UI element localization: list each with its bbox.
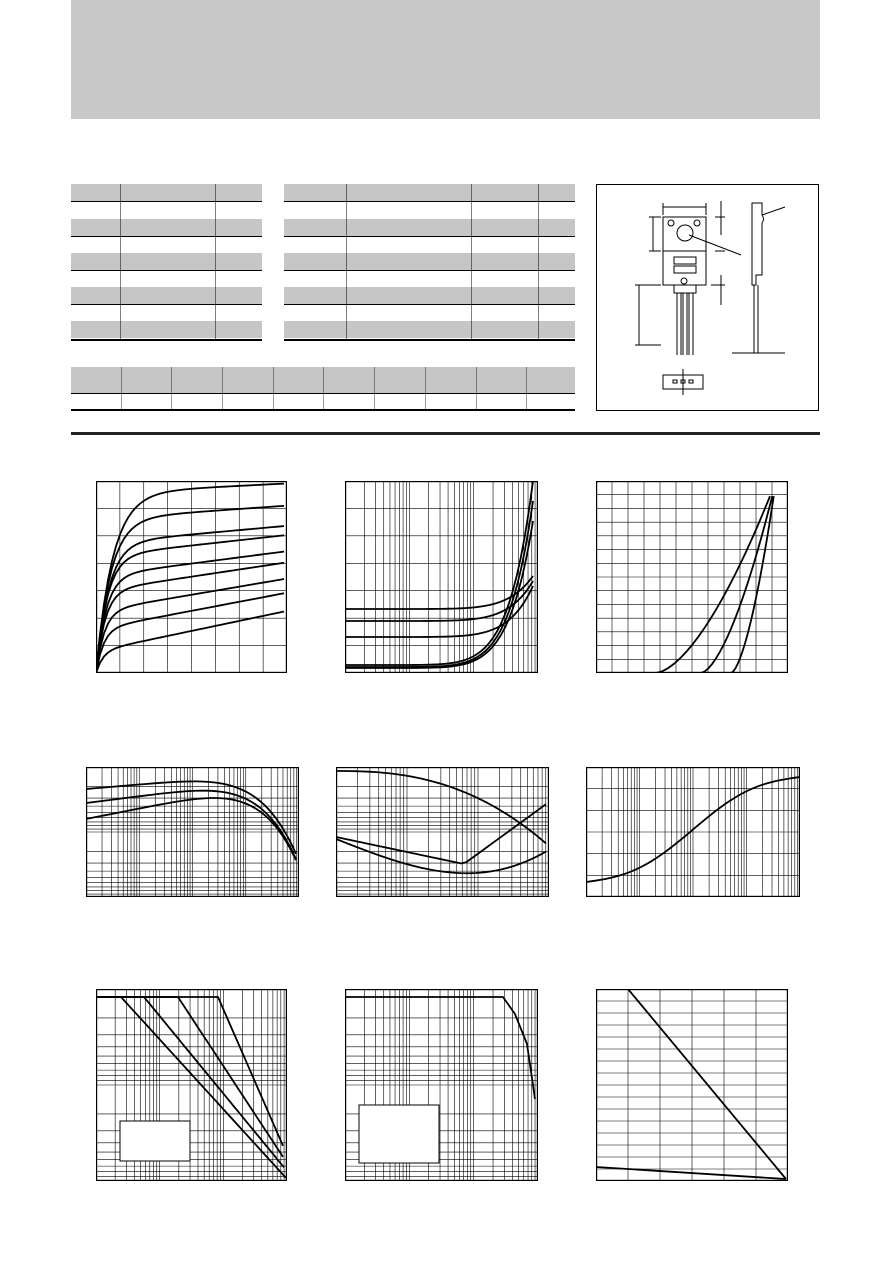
chart-1-curve-1: [96, 506, 284, 673]
chart-5: [336, 767, 549, 897]
chart-1-svg: [96, 481, 287, 673]
chart-3-curve-2: [731, 496, 774, 673]
chart-8-legend-box: [359, 1105, 439, 1163]
chart-6-grid: [586, 767, 800, 897]
section-divider: [71, 432, 820, 435]
chart-2-frame: [346, 482, 538, 673]
chart-9: [596, 989, 788, 1181]
chart-8-svg: [345, 989, 538, 1181]
chart-2-curve-5: [345, 521, 533, 668]
chart-3-curve-0: [656, 496, 770, 673]
chart-6: [586, 767, 800, 897]
chart-1-curve-8: [96, 612, 284, 673]
middle-spec-table: [284, 184, 575, 341]
chart-6-svg: [586, 767, 800, 897]
chart-1-curve-6: [96, 579, 284, 673]
chart-4-curve-1: [86, 791, 296, 859]
chart-1-curve-4: [96, 552, 284, 673]
chart-3-svg: [596, 481, 788, 673]
chart-7: [96, 989, 287, 1181]
package-outline-svg: [597, 185, 818, 410]
bottom-spec-table: [71, 367, 575, 411]
left-spec-table: [71, 184, 262, 341]
chart-2: [345, 481, 538, 673]
chart-4-svg: [86, 767, 299, 897]
chart-3-curve-1: [701, 496, 772, 673]
chart-9-curve-0: [628, 989, 786, 1179]
chart-5-svg: [336, 767, 549, 897]
chart-2-svg: [345, 481, 538, 673]
chart-2-grid: [345, 481, 538, 673]
chart-1: [96, 481, 287, 673]
package-outline-drawing: [596, 184, 819, 411]
chart-9-svg: [596, 989, 788, 1181]
chart-5-grid: [336, 767, 549, 897]
chart-3: [596, 481, 788, 673]
chart-2-curve-4: [345, 501, 533, 667]
chart-1-curve-7: [96, 593, 284, 673]
chart-4: [86, 767, 299, 897]
chart-8: [345, 989, 538, 1181]
chart-9-grid: [596, 989, 788, 1181]
chart-7-svg: [96, 989, 287, 1181]
header-banner: [71, 0, 820, 119]
chart-7-legend-box: [120, 1121, 190, 1161]
chart-2-curve-0: [345, 576, 533, 609]
